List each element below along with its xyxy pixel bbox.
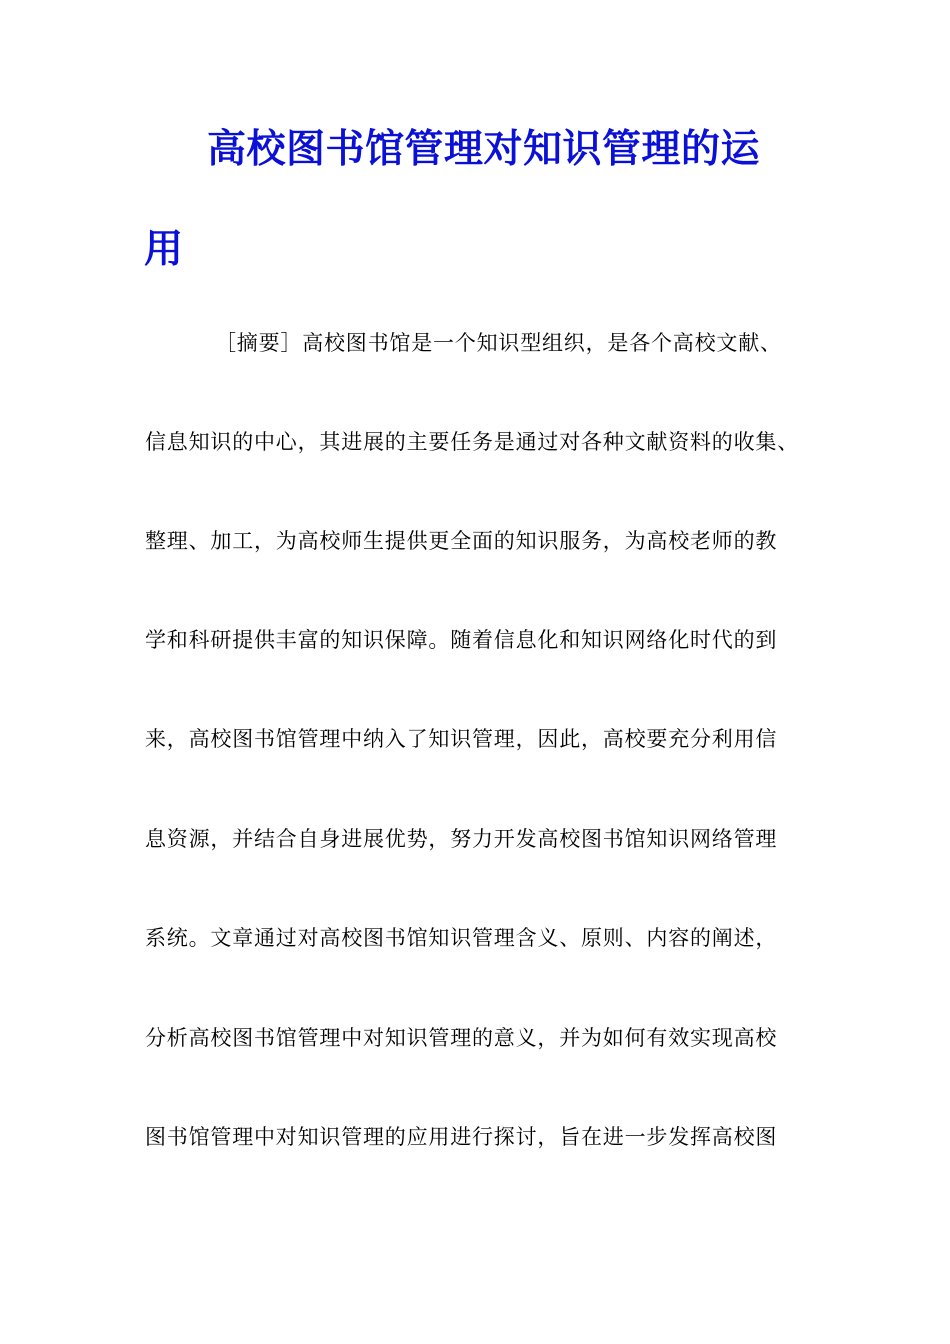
abstract-line-3: 整理、加工，为高校师生提供更全面的知识服务，为高校老师的教 [145, 529, 778, 553]
abstract-line-9: 图书馆管理中对知识管理的应用进行探讨，旨在进一步发挥高校图 [145, 1125, 778, 1149]
abstract-line-4: 学和科研提供丰富的知识保障。随着信息化和知识网络化时代的到 [145, 628, 778, 652]
document-title-line-2: 用 [144, 226, 184, 272]
abstract-line-1: ［摘要］高校图书馆是一个知识型组织，是各个高校文献、 [215, 331, 782, 355]
abstract-line-6: 息资源，并结合自身进展优势，努力开发高校图书馆知识网络管理 [145, 827, 778, 851]
abstract-line-2: 信息知识的中心，其进展的主要任务是通过对各种文献资料的收集、 [145, 430, 799, 454]
abstract-line-7: 系统。文章通过对高校图书馆知识管理含义、原则、内容的阐述， [145, 926, 778, 950]
abstract-line-5: 来，高校图书馆管理中纳入了知识管理，因此，高校要充分利用信 [145, 727, 778, 751]
document-title-line-1: 高校图书馆管理对知识管理的运 [207, 126, 761, 172]
abstract-line-8: 分析高校图书馆管理中对知识管理的意义，并为如何有效实现高校 [145, 1026, 778, 1050]
